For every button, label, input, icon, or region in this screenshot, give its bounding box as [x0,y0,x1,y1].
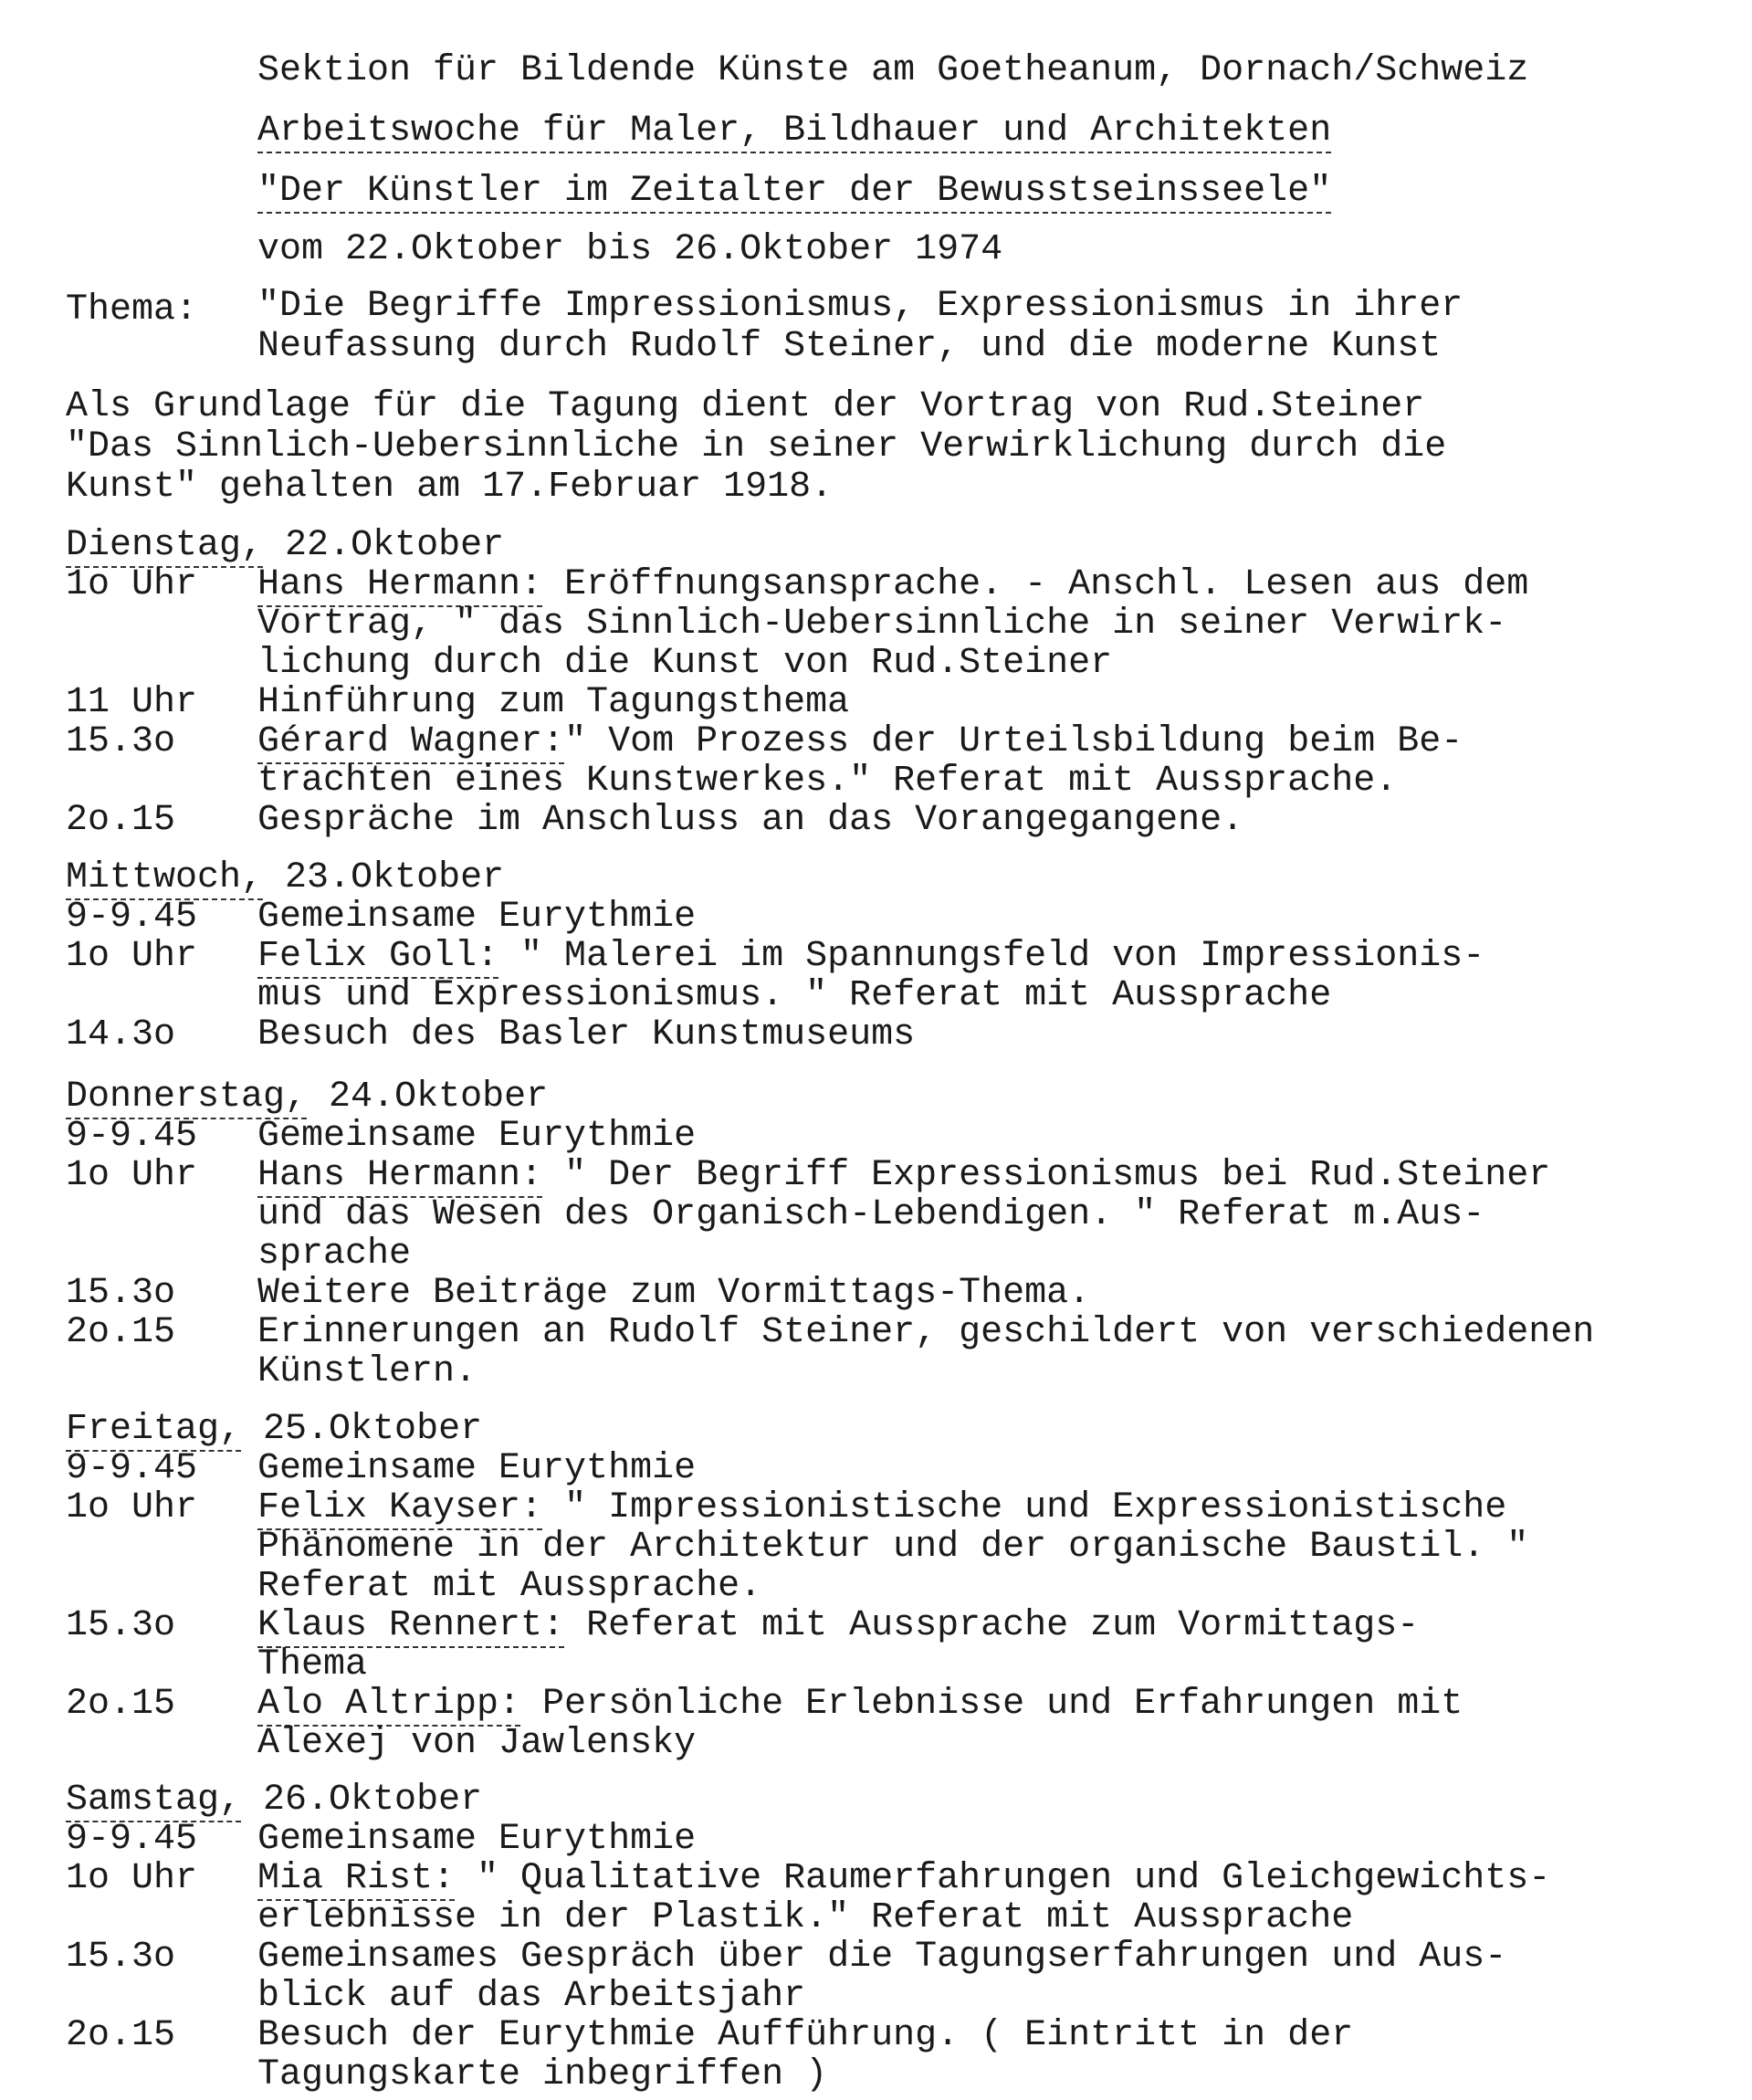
entry-text [257,604,1506,645]
thema-line: Neufassung durch Rudolf Steiner, und die moderne Kunst [257,326,1442,367]
entry-time: 15.3o [66,1937,176,1978]
entry-line: Hinführung zum Tagungsthema [257,682,850,723]
entry-text [257,937,1484,977]
header-title-line: Arbeitswoche für Maler, Bildhauer und Architekten [257,110,1332,152]
entry-line: Gespräche im Anschluss an das Vorangegangene. [257,800,1244,841]
entry-time: 1o Uhr [66,936,198,977]
entry-time: 15.3o [66,1605,176,1646]
speaker-name: Hans Hermann: [257,1155,543,1196]
entry-time: 9-9.45 [66,897,198,938]
entry-text [257,644,1112,684]
entry-text [257,683,849,723]
speaker-name: Klaus Rennert: [257,1605,565,1646]
entry-time: 1o Uhr [66,1487,198,1528]
entry-line: Gemeinsame Eurythmie [257,1448,697,1489]
entry-line: Tagungskarte inbegriffen ) [257,2054,828,2095]
entry-line: Weitere Beiträge zum Vormittags-Thema. [257,1273,1091,1314]
entry-text [257,2055,827,2095]
day-name: Freitag, [66,1409,242,1450]
entry-time: 9-9.45 [66,1448,198,1489]
speaker-name: Felix Kayser: [257,1487,543,1528]
entry-text [257,1488,1506,1528]
entry-time: 2o.15 [66,1684,176,1725]
entry-time: 1o Uhr [66,1858,198,1899]
entry-text [257,1156,1550,1196]
header-section-line: Sektion für Bildende Künste am Goetheanum, Dornach/Schweiz [257,50,1529,91]
entry-line: Alexej von Jawlensky [257,1723,697,1764]
entry-text [257,1859,1550,1899]
day-name: Donnerstag, [66,1076,308,1118]
entry-text [257,1528,1528,1568]
entry-time: 15.3o [66,721,176,762]
entry-line: Referat mit Aussprache. [257,1566,762,1607]
entry-text [257,1606,1419,1646]
entry-line: lichung durch die Kunst von Rud.Steiner [257,643,1113,684]
entry-line: Künstlern. [257,1351,477,1392]
entry-line: " Malerei im Spannungsfeld von Impressionis- [498,936,1485,977]
entry-line: " Qualitative Raumerfahrungen und Gleichgewichts- [455,1858,1551,1899]
day-name: Dienstag, [66,525,264,566]
day-date: 26.Oktober [241,1780,483,1821]
entry-line: Referat mit Aussprache zum Vormittags- [564,1605,1420,1646]
day-date: 22.Oktober [263,525,505,566]
day-name: Samstag, [66,1780,242,1821]
entry-line: erlebnisse in der Plastik." Referat mit Aussprache [257,1897,1354,1938]
entry-time: 2o.15 [66,2015,176,2056]
entry-line: Gemeinsame Eurythmie [257,1819,697,1860]
entry-text [257,1977,805,2017]
entry-line: Vortrag, " das Sinnlich-Uebersinnliche in seiner Verwirk- [257,604,1507,645]
entry-text [257,1820,696,1860]
entry-text [257,1117,696,1157]
entry-line: Erinnerungen an Rudolf Steiner, geschildert von verschiedenen [257,1312,1595,1353]
entry-time: 9-9.45 [66,1116,198,1157]
entry-text [257,898,696,938]
entry-text [257,1195,1484,1235]
entry-text [257,1645,367,1685]
header-date-line: vom 22.Oktober bis 26.Oktober 1974 [257,229,1003,270]
entry-text [257,1234,411,1275]
entry-line: " Der Begriff Expressionismus bei Rud.Steiner [542,1155,1551,1196]
entry-line: Gemeinsames Gespräch über die Tagungserfahrungen und Aus- [257,1937,1507,1978]
speaker-name: Gérard Wagner: [257,721,565,762]
entry-line: Phänomene in der Architektur und der organische Baustil. " [257,1527,1529,1568]
day-heading [66,858,504,898]
entry-line: trachten eines Kunstwerkes." Referat mit Aussprache. [257,761,1398,802]
entry-text [257,1015,915,1055]
day-date: 23.Oktober [263,857,505,898]
entry-text [257,761,1397,802]
entry-time: 15.3o [66,1273,176,1314]
day-name: Mittwoch, [66,857,264,898]
entry-time: 14.3o [66,1014,176,1055]
entry-text [257,1352,477,1392]
entry-line: mus und Expressionismus. " Referat mit Aussprache [257,975,1332,1016]
day-heading [66,1410,482,1450]
entry-line: Thema [257,1644,368,1685]
intro-line: Kunst" gehalten am 17.Februar 1918. [66,467,834,508]
entry-line: " Impressionistische und Expressionistische [542,1487,1507,1528]
entry-line: Eröffnungsansprache. - Anschl. Lesen aus dem [542,564,1529,605]
header-subtitle-line: "Der Künstler im Zeitalter der Bewusstseinsseele" [257,171,1332,212]
intro-line: Als Grundlage für die Tagung dient der Vortrag von Rud.Steiner [66,386,1425,427]
entry-line: Gemeinsame Eurythmie [257,1116,697,1157]
entry-line: Besuch des Basler Kunstmuseums [257,1014,916,1055]
thema-line: "Die Begriffe Impressionismus, Expressionismus in ihrer [257,286,1463,327]
entry-text [257,565,1528,605]
speaker-name: Mia Rist: [257,1858,456,1899]
speaker-name: Hans Hermann: [257,564,543,605]
day-heading [66,1077,548,1118]
entry-line: blick auf das Arbeitsjahr [257,1976,806,2017]
entry-text [257,1313,1594,1353]
entry-line: " Vom Prozess der Urteilsbildung beim Be- [564,721,1463,762]
day-date: 24.Oktober [307,1076,549,1118]
entry-text [257,1898,1353,1938]
entry-text [257,2016,1353,2056]
day-date: 25.Oktober [241,1409,483,1450]
entry-line: Persönliche Erlebnisse und Erfahrungen mit [520,1684,1463,1725]
entry-line: Gemeinsame Eurythmie [257,897,697,938]
thema-label: Thema: [66,289,198,331]
day-heading [66,1780,482,1821]
entry-text [257,1724,696,1764]
entry-time: 2o.15 [66,1312,176,1353]
entry-time: 2o.15 [66,800,176,841]
entry-text [257,1274,1090,1314]
entry-text [257,801,1243,841]
entry-line: und das Wesen des Organisch-Lebendigen. " Referat m.Aus- [257,1194,1485,1235]
speaker-name: Alo Altripp: [257,1684,521,1725]
day-heading [66,526,504,566]
entry-line: sprache [257,1234,412,1275]
intro-line: "Das Sinnlich-Uebersinnliche in seiner Verwirklichung durch die [66,426,1447,467]
entry-time: 9-9.45 [66,1819,198,1860]
entry-time: 1o Uhr [66,1155,198,1196]
entry-text [257,1685,1463,1725]
entry-text [257,1567,761,1607]
entry-text [257,722,1463,762]
entry-text [257,976,1331,1016]
speaker-name: Felix Goll: [257,936,499,977]
entry-text [257,1449,696,1489]
entry-text [257,1937,1506,1978]
entry-time: 11 Uhr [66,682,198,723]
entry-line: Besuch der Eurythmie Aufführung. ( Eintritt in der [257,2015,1354,2056]
entry-time: 1o Uhr [66,564,198,605]
